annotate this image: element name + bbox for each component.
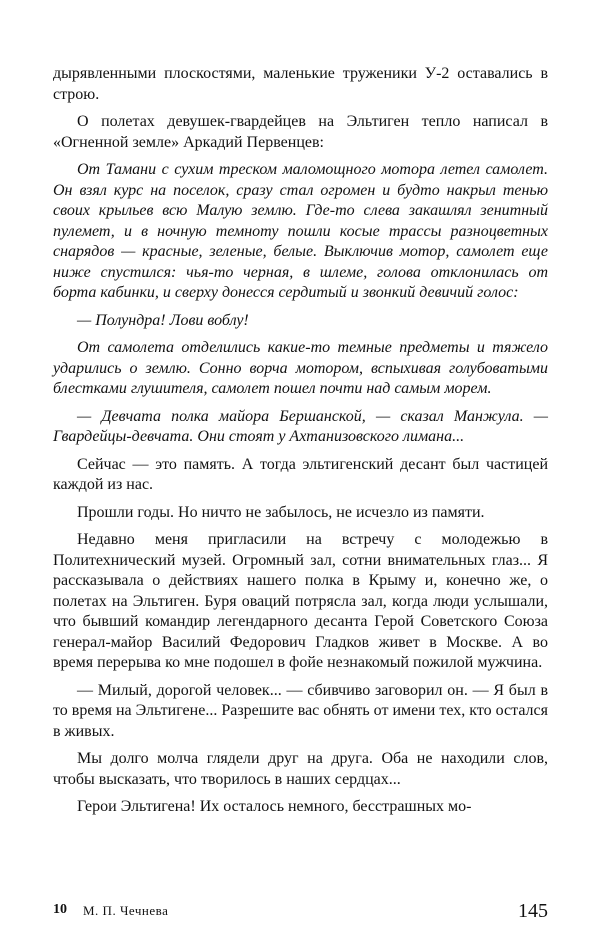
paragraph-8: Герои Эльтигена! Их осталось немного, бесстрашных мо- (77, 798, 472, 815)
signature-number: 10 (53, 902, 67, 917)
paragraph-6: — Милый, дорогой человек... — сбивчиво заговорил он. — Я был в то время на Эльтигене... Разрешите вас обнять от имени тех, кто остался в живых. (53, 681, 548, 740)
page-number: 145 (518, 900, 548, 922)
signature-author: М. П. Чечнева (83, 903, 169, 918)
quote-paragraph-1: От Тамани с сухим треском маломощного мотора летел самолет. Он взял курс на поселок, сразу стал огромен и будто накрыл тенью своих крыльев всю Малую землю. Где-то слева закашлял зенитный пулемет, и в ночную темноту пошли косые трассы разноцветных снарядов — красные, зеленые, белые. Выключив мотор, самолет еще ниже спустился: чья-то черная, в шлеме, голова отклонилась от борта кабинки, и сверху донесся сердитый и звонкий девичий голос: (53, 161, 548, 301)
paragraph-2: О полетах девушек-гвардейцев на Эльтиген тепло написал в «Огненной земле» Аркадий Первенцев: (53, 113, 548, 151)
quote-paragraph-4: — Девчата полка майора Бершанской, — сказал Манжула. — Гвардейцы-девчата. Они стоят у Ахтанизовского лимана... (53, 407, 548, 445)
page-body (53, 64, 548, 825)
quote-paragraph-2: — Полундра! Лови воблу! (77, 311, 249, 329)
page-footer (53, 900, 548, 924)
quote-paragraph-3: От самолета отделились какие-то темные предметы и тяжело ударились о землю. Сонно ворча мотором, вспыхивая голубоватыми блестками глушителя, самолет пошел почти над самым морем. (53, 339, 548, 397)
paragraph-5: Недавно меня пригласили на встречу с молодежью в Политехнический музей. Огромный зал, сотни внимательных глаз... Я рассказывала о действиях нашего полка в Крыму и, конечно же, о полетах на Эльтиген. Буря оваций потрясла зал, когда люди услышали, что бывший командир легендарного десанта Герой Советского Союза генерал-майор Василий Федорович Гладков живет в Москве. А во время перерыва ко мне подошел в фойе незнакомый пожилой мужчина. (53, 531, 548, 671)
paragraph-7: Мы долго молча глядели друг на друга. Оба не находили слов, чтобы высказать, что творилось в наших сердцах... (53, 750, 548, 788)
paragraph-1: дырявленными плоскостями, маленькие труженики У-2 оставались в строю. (53, 65, 548, 103)
paragraph-3: Сейчас — это память. А тогда эльтигенский десант был частицей каждой из нас. (53, 455, 548, 493)
paragraph-4: Прошли годы. Но ничто не забылось, не исчезло из памяти. (77, 503, 485, 521)
